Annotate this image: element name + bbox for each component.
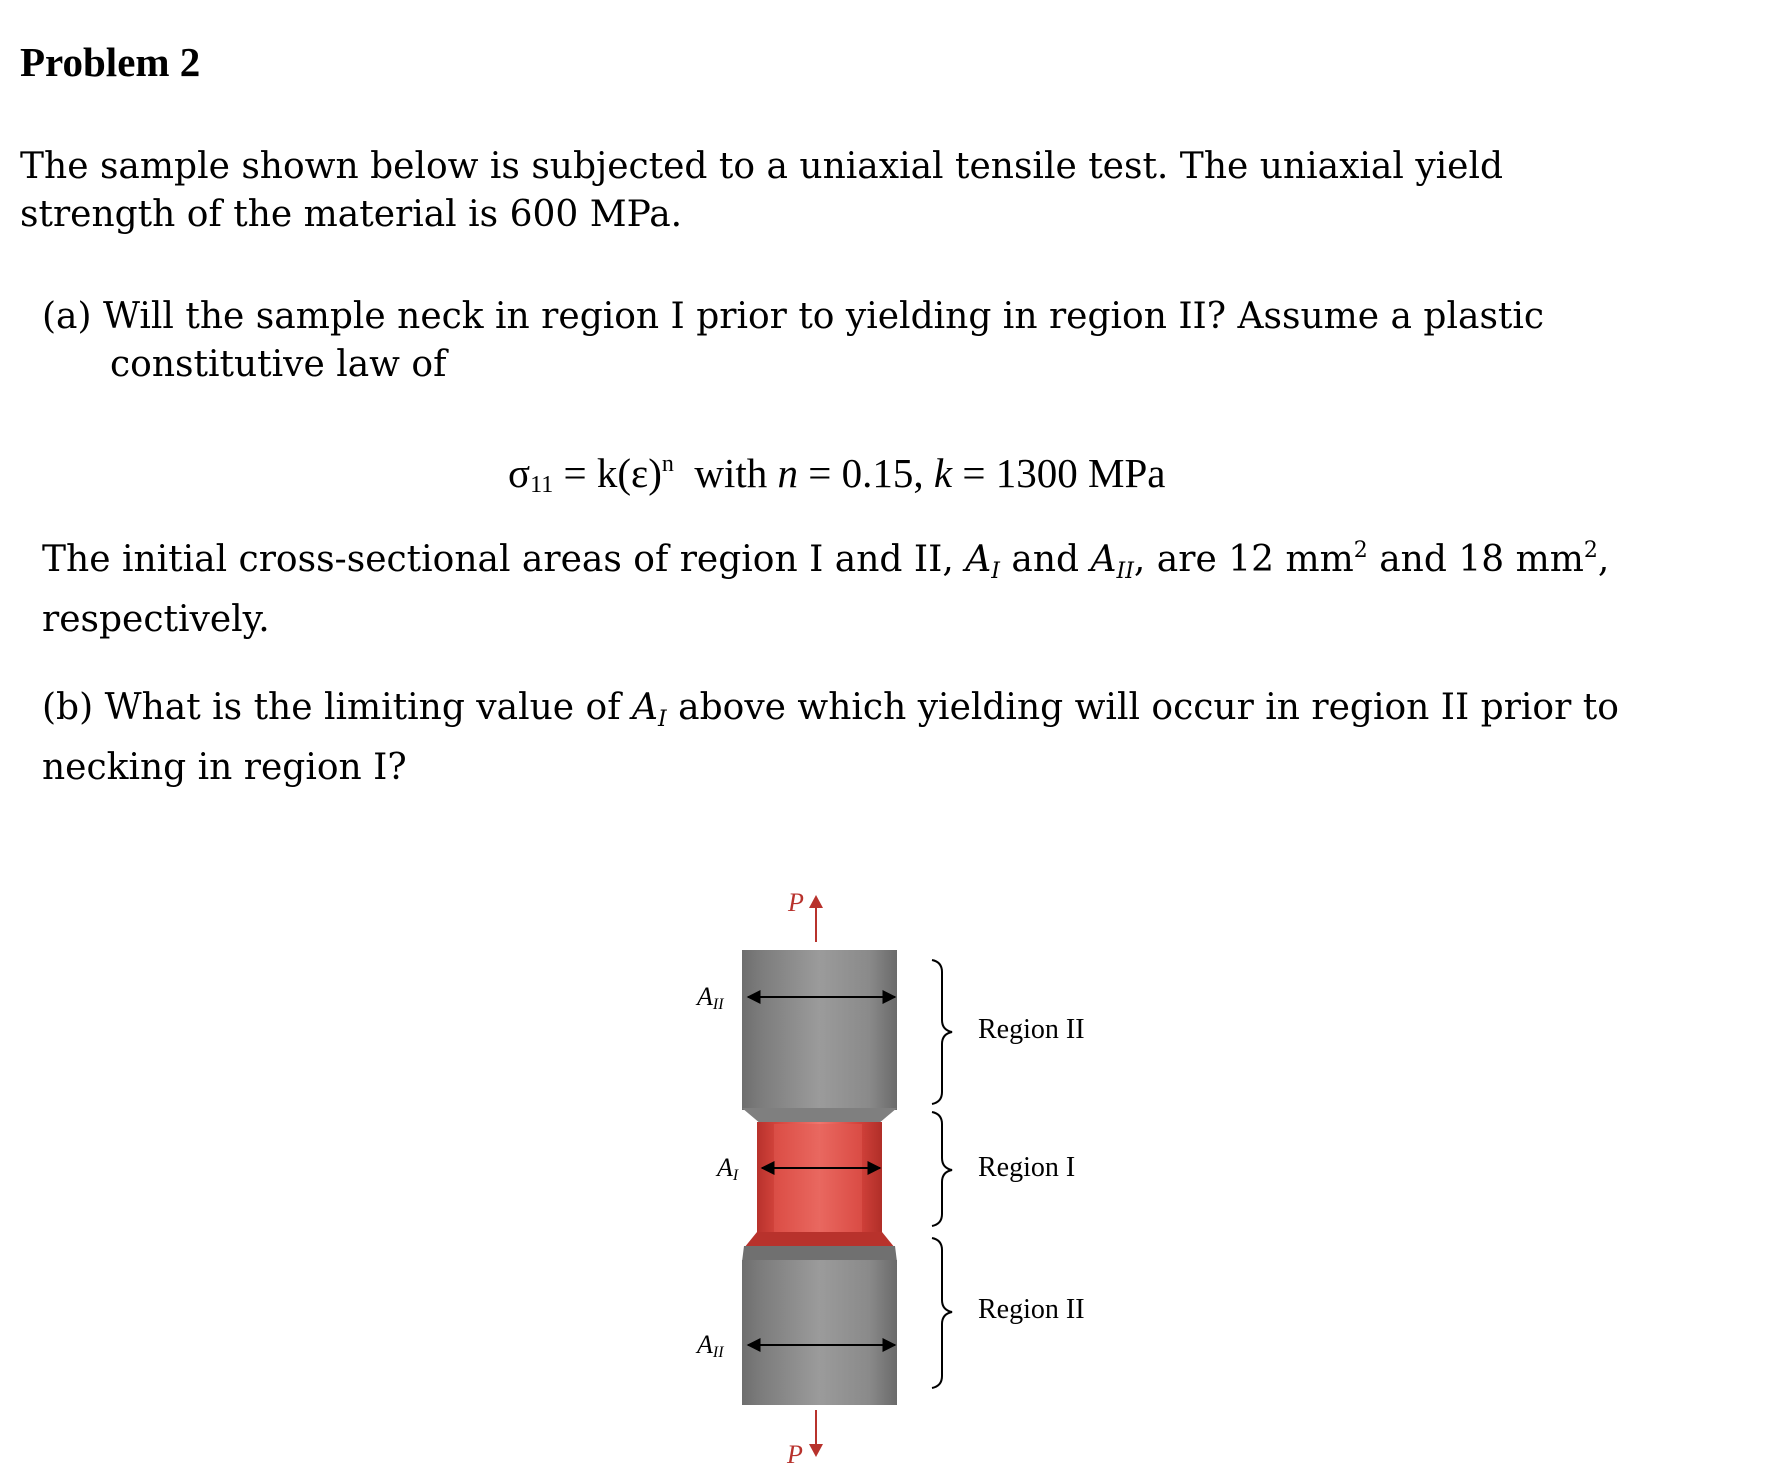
problem-title: Problem 2 bbox=[20, 39, 201, 85]
part-b-line-2: necking in region I? bbox=[42, 747, 407, 788]
areas-a1-sub: I bbox=[991, 559, 1000, 584]
formula-k-val: = 1300 MPa bbox=[952, 450, 1166, 496]
force-label-bottom: P bbox=[787, 1440, 803, 1469]
formula-sigma: σ bbox=[508, 450, 531, 496]
bracket-region-i bbox=[932, 1112, 952, 1226]
areas-sup-a: 2 bbox=[1353, 538, 1368, 563]
part-a-line-1: (a) Will the sample neck in region I prior to yielding in region II? Assume a plastic bbox=[42, 296, 1545, 337]
region-ii-top-body bbox=[742, 950, 897, 1110]
force-label-top: P bbox=[788, 888, 804, 917]
bracket-region-ii-bottom bbox=[932, 1238, 952, 1388]
bracket-region-ii-top bbox=[932, 960, 952, 1104]
force-arrow-top-head bbox=[809, 895, 823, 908]
area-ii-bottom-a: A bbox=[697, 1330, 713, 1359]
formula-sigma-subscript: 11 bbox=[530, 472, 554, 498]
areas-a1: A bbox=[965, 539, 992, 580]
area-i-label bbox=[715, 1153, 739, 1184]
areas-line-2: respectively. bbox=[42, 599, 270, 640]
areas-text-4: and 18 mm bbox=[1367, 539, 1584, 580]
areas-text-3: , are 12 mm bbox=[1133, 539, 1354, 580]
force-arrow-bottom-head bbox=[809, 1444, 823, 1457]
formula-n-var: n bbox=[777, 450, 799, 496]
area-ii-top-label bbox=[695, 982, 724, 1013]
area-i-sub: I bbox=[732, 1167, 739, 1184]
region-i-highlight bbox=[774, 1124, 862, 1232]
intro-line-1: The sample shown below is subjected to a uniaxial tensile test. The uniaxial yield bbox=[20, 146, 1504, 187]
formula-eq: = k(ε) bbox=[553, 450, 662, 496]
area-ii-top-sub: II bbox=[712, 996, 724, 1013]
areas-text-1: The initial cross-sectional areas of region I and II, bbox=[42, 539, 966, 580]
intro-line-2: strength of the material is 600 MPa. bbox=[20, 194, 683, 235]
areas-a2: A bbox=[1090, 539, 1117, 580]
formula-with: with bbox=[673, 450, 778, 496]
areas-text-5: , bbox=[1597, 539, 1610, 580]
shoulder-top bbox=[742, 1108, 897, 1124]
part-b-a: A bbox=[632, 687, 658, 728]
region-i-label: Region I bbox=[978, 1152, 1076, 1183]
area-ii-bottom-label bbox=[695, 1330, 724, 1361]
part-b-text-1: (b) What is the limiting value of bbox=[42, 687, 632, 728]
region-ii-bottom-body bbox=[742, 1260, 897, 1405]
part-b-a-sub: I bbox=[658, 707, 667, 732]
areas-a2-sub: II bbox=[1116, 559, 1134, 584]
part-b-text-2: above which yielding will occur in region II prior to bbox=[666, 687, 1619, 728]
formula-n-val: = 0.15, bbox=[798, 450, 934, 496]
shoulder-bottom bbox=[742, 1246, 897, 1262]
areas-text-2: and bbox=[999, 539, 1091, 580]
area-ii-bottom-sub: II bbox=[712, 1344, 724, 1361]
formula-exponent: n bbox=[661, 451, 674, 477]
region-i-flare bbox=[744, 1232, 895, 1248]
region-ii-bottom-label: Region II bbox=[978, 1294, 1085, 1325]
part-a-line-2: constitutive law of bbox=[110, 344, 447, 385]
formula-k-var: k bbox=[933, 450, 953, 496]
area-ii-top-a: A bbox=[697, 982, 713, 1011]
areas-sup-b: 2 bbox=[1583, 538, 1598, 563]
region-ii-top-label: Region II bbox=[978, 1014, 1085, 1045]
area-i-a: A bbox=[717, 1153, 733, 1182]
